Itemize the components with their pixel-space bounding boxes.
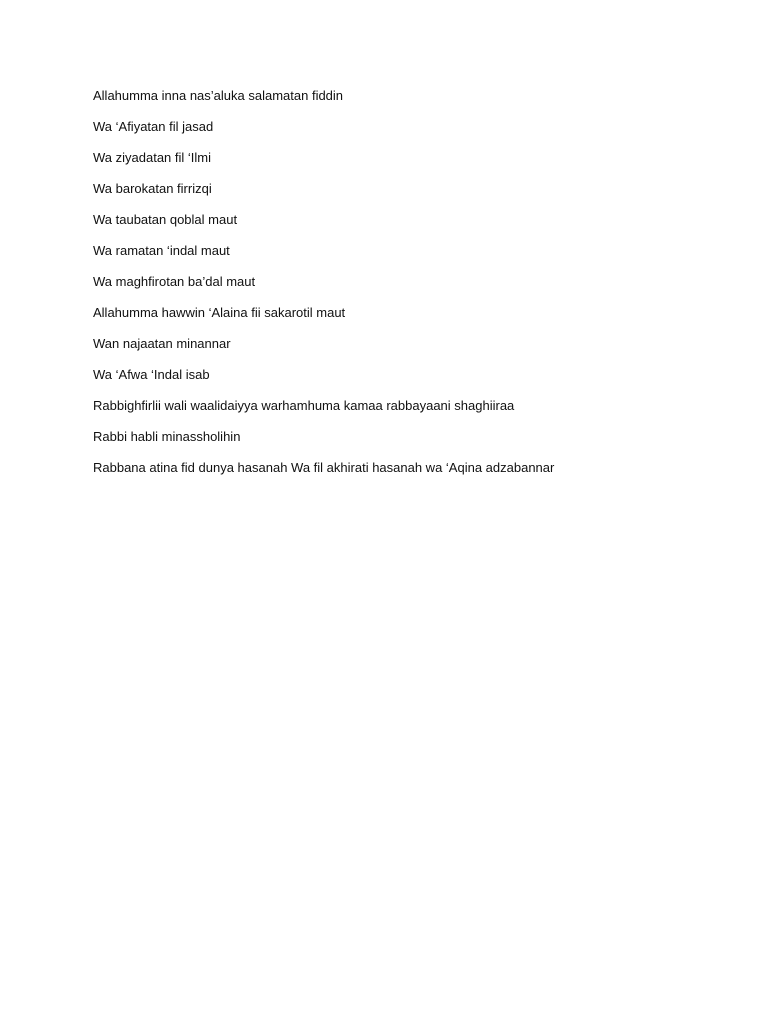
text-line-11: Rabbighfirlii wali waalidaiyya warhamhuma kamaa rabbayaani shaghiiraa: [93, 398, 515, 413]
text-line-7: Wa maghfirotan ba’dal maut: [93, 274, 256, 289]
text-line-5: Wa taubatan qoblal maut: [93, 212, 238, 227]
text-line-1: Allahumma inna nas’aluka salamatan fiddin: [93, 88, 344, 103]
prayer-text-block: [93, 87, 713, 490]
text-line-8: Allahumma hawwin ‘Alaina fii sakarotil maut: [93, 305, 346, 320]
text-line-4: Wa barokatan firrizqi: [93, 181, 212, 196]
text-line-2: Wa ‘Afiyatan fil jasad: [93, 119, 214, 134]
text-line-12: Rabbi habli minassholihin: [93, 429, 241, 444]
text-line-3: Wa ziyadatan fil ‘Ilmi: [93, 150, 211, 165]
text-line-13: Rabbana atina fid dunya hasanah Wa fil akhirati hasanah wa ‘Aqina adzabannar: [93, 460, 555, 475]
text-line-10: Wa ‘Afwa ‘Indal isab: [93, 367, 210, 382]
text-line-9: Wan najaatan minannar: [93, 336, 231, 351]
text-line-6: Wa ramatan ‘indal maut: [93, 243, 230, 258]
